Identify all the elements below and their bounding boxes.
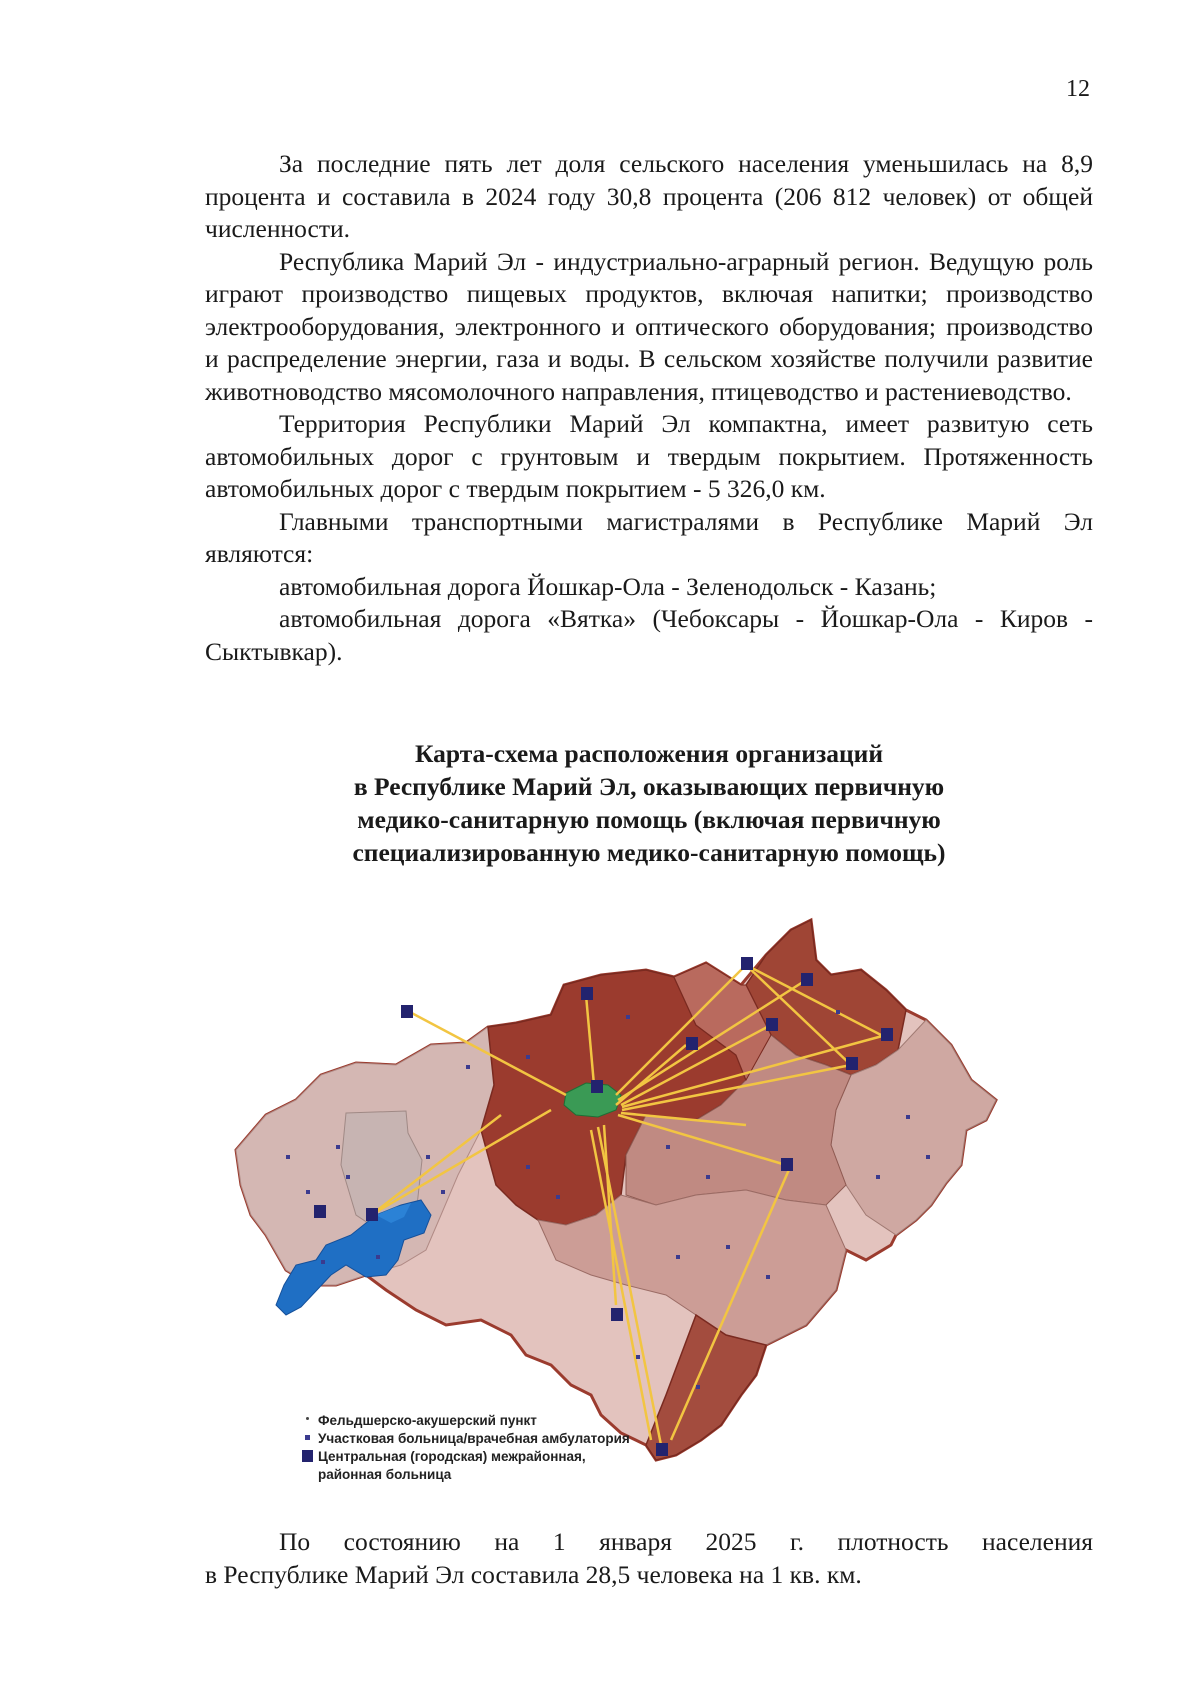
map-title-line: медико-санитарную помощь (включая первичную (357, 805, 941, 834)
legend-item (300, 1412, 630, 1430)
legend-label: Участковая больница/врачебная амбулатория (318, 1431, 630, 1446)
paragraph-highways-intro: Главными транспортными магистралями в Республике Марий Эл являются: (205, 506, 1093, 568)
central-hospital-building-icon (300, 1448, 314, 1462)
region-map-image (226, 915, 1078, 1485)
legend-label: Фельдшерско-акушерский пункт (318, 1413, 537, 1428)
district-hospital-square-icon (300, 1430, 314, 1440)
paragraph-rural-population: За последние пять лет доля сельского населения уменьшилась на 8,9 процента и составила в 2024 году 30,8 процента (206 812 человек) от общей численности. (205, 149, 1093, 243)
highway-item-vyatka: автомобильная дорога «Вятка» (Чебоксары - Йошкар-Ола - Киров - Сыктывкар). (205, 604, 1093, 666)
map-title (205, 737, 1093, 869)
body-text (205, 148, 1093, 668)
map-title-line: специализированную медико-санитарную помощь) (352, 838, 946, 867)
population-density-line: в Республике Марий Эл составила 28,5 человека на 1 кв. км. (205, 1559, 862, 1589)
feldsher-point-dot-icon (300, 1412, 314, 1420)
map-title-line: Карта-схема расположения организаций (414, 739, 884, 768)
paragraph-roads: Территория Республики Марий Эл компактна, имеет развитую сеть автомобильных дорог с грунтовым и твердым покрытием. Протяженность автомобильных дорог с твердым покрытием - 5 326,0 км. (205, 409, 1093, 503)
page-number: 12 (1066, 76, 1090, 102)
population-density-line: По состоянию на 1 января 2025 г. плотность населения (279, 1527, 1093, 1556)
legend-item (300, 1448, 630, 1484)
map-title-line: в Республике Марий Эл, оказывающих первичную (353, 772, 945, 801)
paragraph-economy: Республика Марий Эл - индустриально-аграрный регион. Ведущую роль играют производство пищевых продуктов, включая напитки; производство электрооборудования, электронного и оптического оборудования; производство и распределение энергии, газа и воды. В сельском хозяйстве получили развитие животноводство мясомолочного направления, птицеводство и растениеводство. (205, 246, 1093, 406)
legend-item (300, 1430, 630, 1448)
region-map (226, 915, 1078, 1485)
highway-item-kazan: автомобильная дорога Йошкар-Ола - Зеленодольск - Казань; (279, 571, 937, 601)
footer-text (205, 1526, 1093, 1591)
map-legend (300, 1412, 630, 1484)
legend-label: Центральная (городская) межрайонная, районная больница (318, 1449, 586, 1482)
